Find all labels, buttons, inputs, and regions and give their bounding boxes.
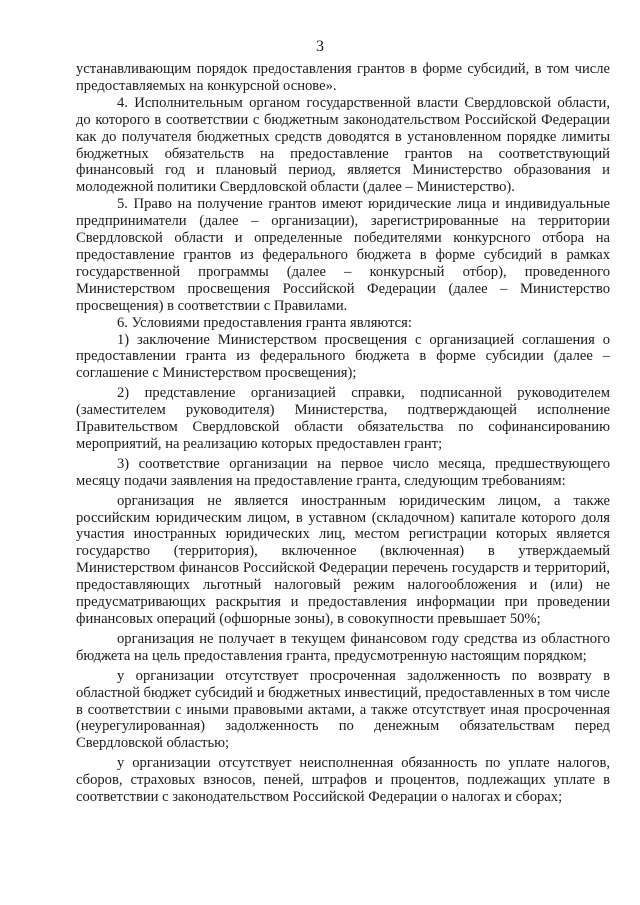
subitem-1: 1) заключение Министерством просвещения с организацией соглашения о предоставлении гранта из федерального бюджета в форме субсидии (далее – соглашение с Министерством просвещения); xyxy=(76,331,610,382)
subitem-2: 2) представление организацией справки, подписанной руководителем (заместителем руководителя) Министерства, подтверждающей исполнение Правительством Свердловской области обязательства по софинансированию мероприятий, на реализацию которых предоставлен грант; xyxy=(76,385,610,452)
paragraph-item-6: 6. Условиями предоставления гранта являются: xyxy=(117,314,412,331)
document-body xyxy=(76,61,610,806)
subitem-3: 3) соответствие организации на первое число месяца, предшествующего месяцу подачи заявления на предоставление гранта, следующим требованиям: xyxy=(76,455,610,489)
paragraph-continuation: устанавливающим порядок предоставления грантов в форме субсидий, в том числе предоставляемых на конкурсной основе». xyxy=(76,61,610,94)
requirement-foreign-entity: организация не является иностранным юридическим лицом, а также российским юридическим лицом, в уставном (складочном) капитале которого доля участия иностранных юридических лиц, местом регистрации которых является государство (территория), включенное (включенная) в утверждаемый Министерством финансов Российской Федерации перечень государств и территорий, предоставляющих льготный налоговый режим налогообложения и (или) не предусматривающих раскрытия и предоставления информации при проведении финансовых операций (офшорные зоны), в совокупности превышает 50%; xyxy=(76,492,610,627)
paragraph-item-5: 5. Право на получение грантов имеют юридические лица и индивидуальные предприниматели (далее – организации), зарегистрированные на территории Свердловской области и определенные победителями конкурсного отбора на предоставление грантов из федерального бюджета в форме субсидий в рамках государственной программы (далее – конкурсный отбор), проведенного Министерством просвещения Российской Федерации (далее – Министерство просвещения) в соответствии с Правилами. xyxy=(76,196,610,314)
requirement-no-regional-funds: организация не получает в текущем финансовом году средства из областного бюджета на цель предоставления гранта, предусмотренную настоящим порядком; xyxy=(76,630,610,664)
paragraph-item-4: 4. Исполнительным органом государственной власти Свердловской области, до которого в соответствии с бюджетным законодательством Российской Федерации как до получателя бюджетных средств доводятся в установленном порядке лимиты бюджетных обязательств на предоставление грантов на соответствующий финансовый год и плановый период, является Министерство образования и молодежной политики Свердловской области (далее – Министерство). xyxy=(76,94,610,196)
requirement-no-tax-arrears: у организации отсутствует неисполненная обязанность по уплате налогов, сборов, страховых взносов, пеней, штрафов и процентов, подлежащих уплате в соответствии с законодательством Российской Федерации о налогах и сборах; xyxy=(76,755,610,806)
page-number: 3 xyxy=(316,38,324,55)
requirement-no-overdue-debt: у организации отсутствует просроченная задолженность по возврату в областной бюджет субсидий и бюджетных инвестиций, предоставленных в том числе в соответствии с иными правовыми актами, а также отсутствует иная просроченная (неурегулированная) задолженность по денежным обязательствам перед Свердловской областью; xyxy=(76,667,611,752)
